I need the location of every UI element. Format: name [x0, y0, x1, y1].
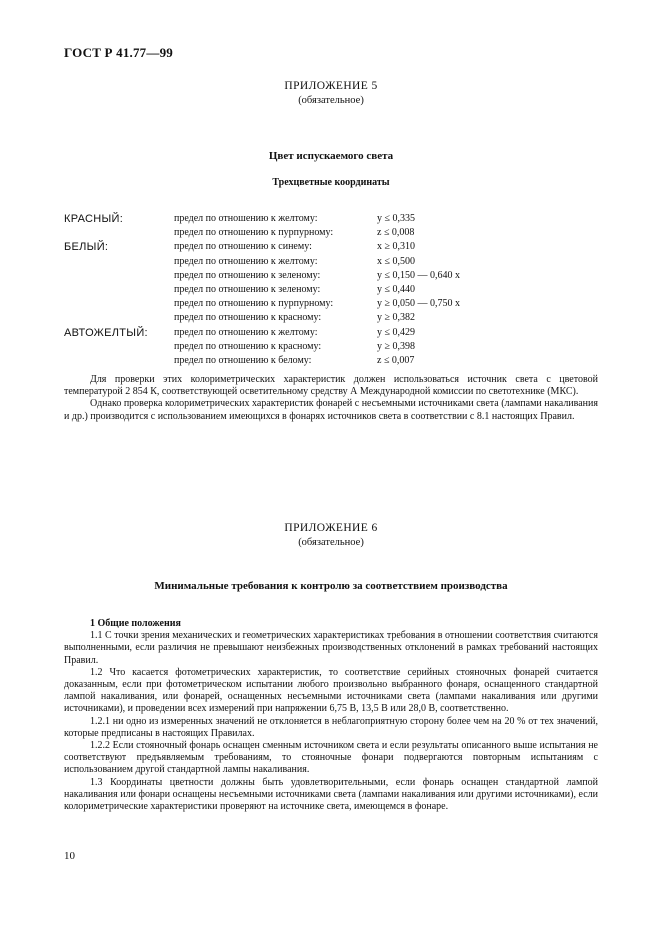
limit-value: z ≤ 0,007	[377, 354, 415, 366]
chromaticity-row	[64, 226, 584, 240]
appendix5-note: (обязательное)	[298, 95, 364, 106]
limit-value: y ≥ 0,398	[377, 340, 415, 352]
limit-label: предел по отношению к красному:	[174, 312, 322, 324]
limit-value: y ≤ 0,150 — 0,640 x	[377, 269, 460, 281]
color-label	[64, 354, 174, 368]
chromaticity-row	[64, 255, 584, 269]
appendix5-subheading: Трехцветные координаты	[272, 177, 390, 188]
limit-value: y ≥ 0,382	[377, 312, 415, 324]
clause-1-3: 1.3 Координаты цветности должны быть удовлетворительными, если фонарь оснащен стандартной лампой накаливания или фонари оснащены несъемными источниками света (лампами накаливания или другими источниками), если колориметрические характеристики проверяют на источнике света, имеющемся в фонаре.	[64, 776, 598, 813]
limit-label: предел по отношению к желтому:	[174, 326, 318, 338]
chromaticity-row	[64, 283, 584, 297]
clause-1-2: 1.2 Что касается фотометрических характеристик, то соответствие серийных стояночных фонарей считается доказанным, если при фотометрическом испытании любого произвольно выбранного фонаря, оснащенного стандартной лампой накаливания, или фонарей, оснащенных несъемными источниками света (лампами накаливания или другими источниками), и проведении всех измерений при напряжении 6,75 В, 13,5 В или 28,0 В, соответственно.	[64, 666, 598, 715]
chromaticity-row	[64, 340, 584, 354]
limit-label: предел по отношению к белому:	[174, 354, 312, 366]
limit-value: y ≤ 0,440	[377, 283, 415, 295]
color-label: БЕЛЫЙ:	[64, 241, 109, 254]
color-label	[64, 311, 174, 325]
page-number: 10	[64, 850, 75, 862]
color-label	[64, 255, 174, 269]
appendix6-note: (обязательное)	[298, 537, 364, 548]
limit-label: предел по отношению к желтому:	[174, 213, 318, 224]
limit-value: y ≥ 0,050 — 0,750 x	[377, 298, 460, 310]
limit-value: z ≤ 0,008	[377, 227, 415, 239]
limit-label: предел по отношению к желтому:	[174, 255, 318, 267]
color-label	[64, 226, 174, 240]
section-title: 1 Общие положения	[90, 618, 181, 629]
chromaticity-row	[64, 240, 584, 254]
appendix6-text	[64, 618, 598, 813]
chromaticity-row	[64, 269, 584, 283]
clause-1-2-2: 1.2.2 Если стояночный фонарь оснащен сменным источником света и если результаты описанного выше испытания не соответствуют предъявляемым требованиям, то стояночные фонари подвергаются повторным испытаниям с использованием другой стандартной лампы накаливания.	[64, 740, 598, 776]
appendix5-text	[64, 374, 598, 423]
chromaticity-table	[64, 212, 584, 368]
chromaticity-row	[64, 354, 584, 368]
chromaticity-row	[64, 212, 584, 226]
chromaticity-row	[64, 326, 584, 340]
appendix5-title: ПРИЛОЖЕНИЕ 5	[284, 80, 378, 92]
limit-label: предел по отношению к зеленому:	[174, 283, 321, 295]
color-label: АВТОЖЕЛТЫЙ:	[64, 326, 148, 339]
document-code: ГОСТ Р 41.77—99	[64, 45, 173, 60]
limit-value: y ≤ 0,335	[377, 213, 415, 224]
limit-value: y ≤ 0,429	[377, 326, 415, 338]
limit-label: предел по отношению к синему:	[174, 241, 312, 253]
appendix5-heading: Цвет испускаемого света	[268, 150, 394, 162]
appendix5-paragraph: Однако проверка колориметрических характеристик фонарей с несъемными источниками света (лампами накаливания и др.) производится с использованием имеющихся в фонарях источников света в соответствии с 8.1 настоящих Правил.	[64, 398, 598, 422]
limit-value: x ≥ 0,310	[377, 241, 415, 253]
limit-label: предел по отношению к зеленому:	[174, 269, 321, 281]
appendix6-title: ПРИЛОЖЕНИЕ 6	[284, 522, 378, 534]
appendix5-paragraph: Для проверки этих колориметрических характеристик должен использоваться источник света с цветовой температурой 2 854 К, соответствующей осветительному средству А Международной комиссии по светотехнике (МКС).	[64, 374, 598, 398]
limit-value: x ≤ 0,500	[377, 255, 415, 267]
color-label	[64, 297, 174, 311]
color-label	[64, 340, 174, 354]
color-label	[64, 269, 174, 283]
color-label	[64, 283, 174, 297]
chromaticity-row	[64, 311, 584, 325]
color-label: КРАСНЫЙ:	[64, 213, 124, 225]
clause-1-2-1: 1.2.1 ни одно из измеренных значений не отклоняется в неблагоприятную сторону более чем на 20 % от тех значений, которые предписаны в настоящих Правилах.	[64, 715, 598, 739]
clause-1-1: 1.1 С точки зрения механических и геометрических характеристиках требования в отношении соответствия считаются выполненными, если различия не превышают неизбежных производственных отклонений в рамках требований настоящих Правил.	[64, 630, 598, 666]
chromaticity-row	[64, 297, 584, 311]
limit-label: предел по отношению к пурпурному:	[174, 227, 334, 239]
limit-label: предел по отношению к красному:	[174, 340, 322, 352]
limit-label: предел по отношению к пурпурному:	[174, 298, 334, 310]
appendix6-heading: Минимальные требования к контролю за соответствием производства	[154, 580, 508, 592]
